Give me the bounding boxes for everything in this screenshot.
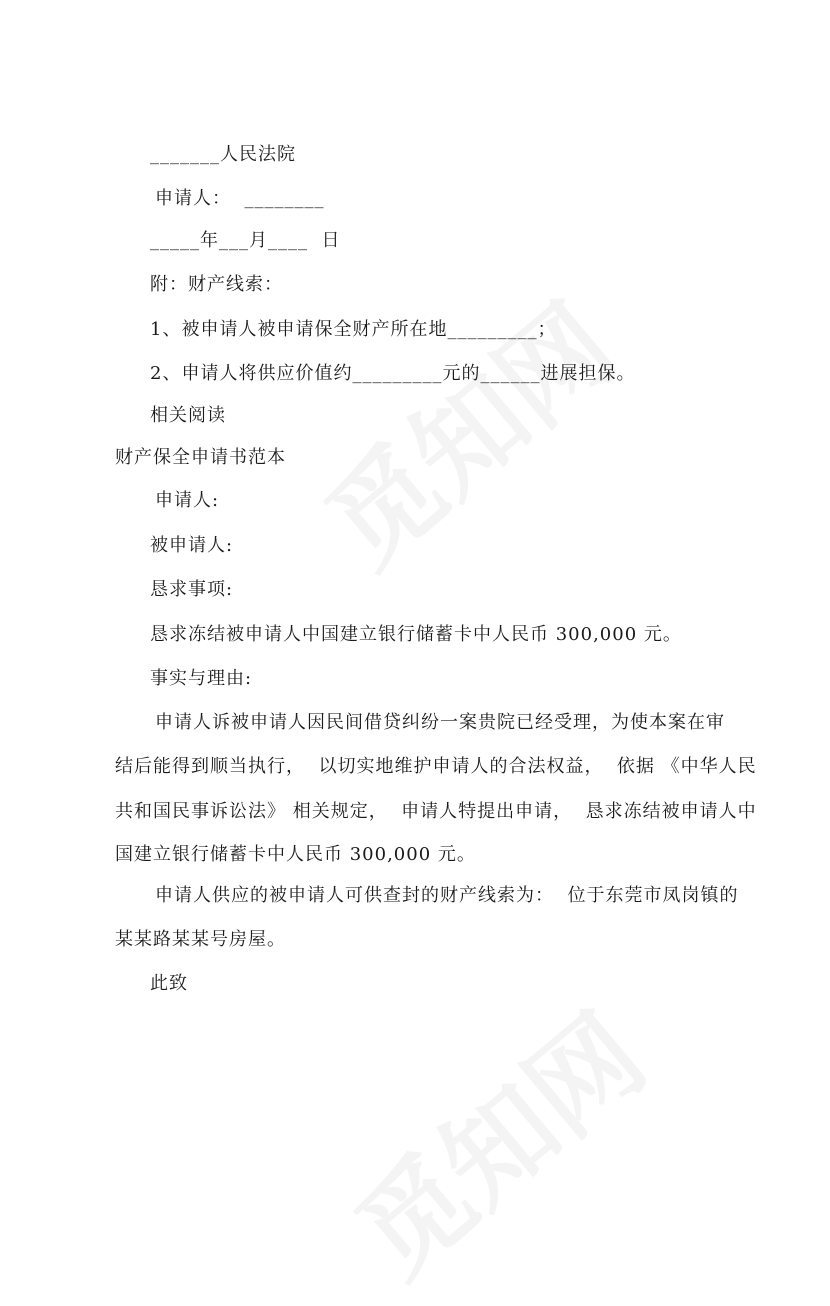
watermark: [318, 972, 672, 1305]
related-reading-heading: 相关阅读: [150, 405, 226, 426]
applicant-label: 申请人:: [155, 490, 220, 511]
closing-line: 此致: [150, 973, 188, 994]
facts-paragraph-1-line: 申请人诉被申请人因民间借贷纠纷一案贵院已经受理，为使本案在审: [155, 712, 725, 733]
applicant-signature-line: 申请人： ________: [155, 188, 325, 209]
facts-paragraph-1-line: 国建立银行储蓄卡中人民币 300,000 元。: [115, 844, 476, 865]
facts-paragraph-2-line: 某某路某某号房屋。: [115, 929, 286, 950]
facts-label: 事实与理由:: [150, 668, 253, 689]
court-line: _______人民法院: [150, 144, 296, 165]
facts-paragraph-1-line: 共和国民事诉讼法》 相关规定， 申请人特提出申请， 恳求冻结被申请人中: [115, 801, 757, 822]
facts-paragraph-1-line: 结后能得到顺当执行， 以切实地维护申请人的合法权益， 依据 《中华人民: [115, 756, 757, 777]
facts-paragraph-2-line: 申请人供应的被申请人可供查封的财产线索为： 位于东莞市凤岗镇的: [155, 885, 739, 906]
attachment-item-1: 1、被申请人被申请保全财产所在地_________；: [150, 319, 557, 340]
attachment-title: 附：财产线索：: [150, 274, 283, 295]
attachment-item-2: 2、申请人将供应价值约_________元的______进展担保。: [150, 363, 636, 384]
sample-title: 财产保全申请书范本: [115, 447, 286, 468]
respondent-label: 被申请人:: [150, 535, 234, 556]
request-text: 恳求冻结被申请人中国建立银行储蓄卡中人民币 300,000 元。: [150, 624, 682, 645]
watermark: [288, 262, 642, 595]
date-line: _____年___月____ 日: [150, 230, 341, 251]
request-label: 恳求事项:: [150, 579, 234, 600]
